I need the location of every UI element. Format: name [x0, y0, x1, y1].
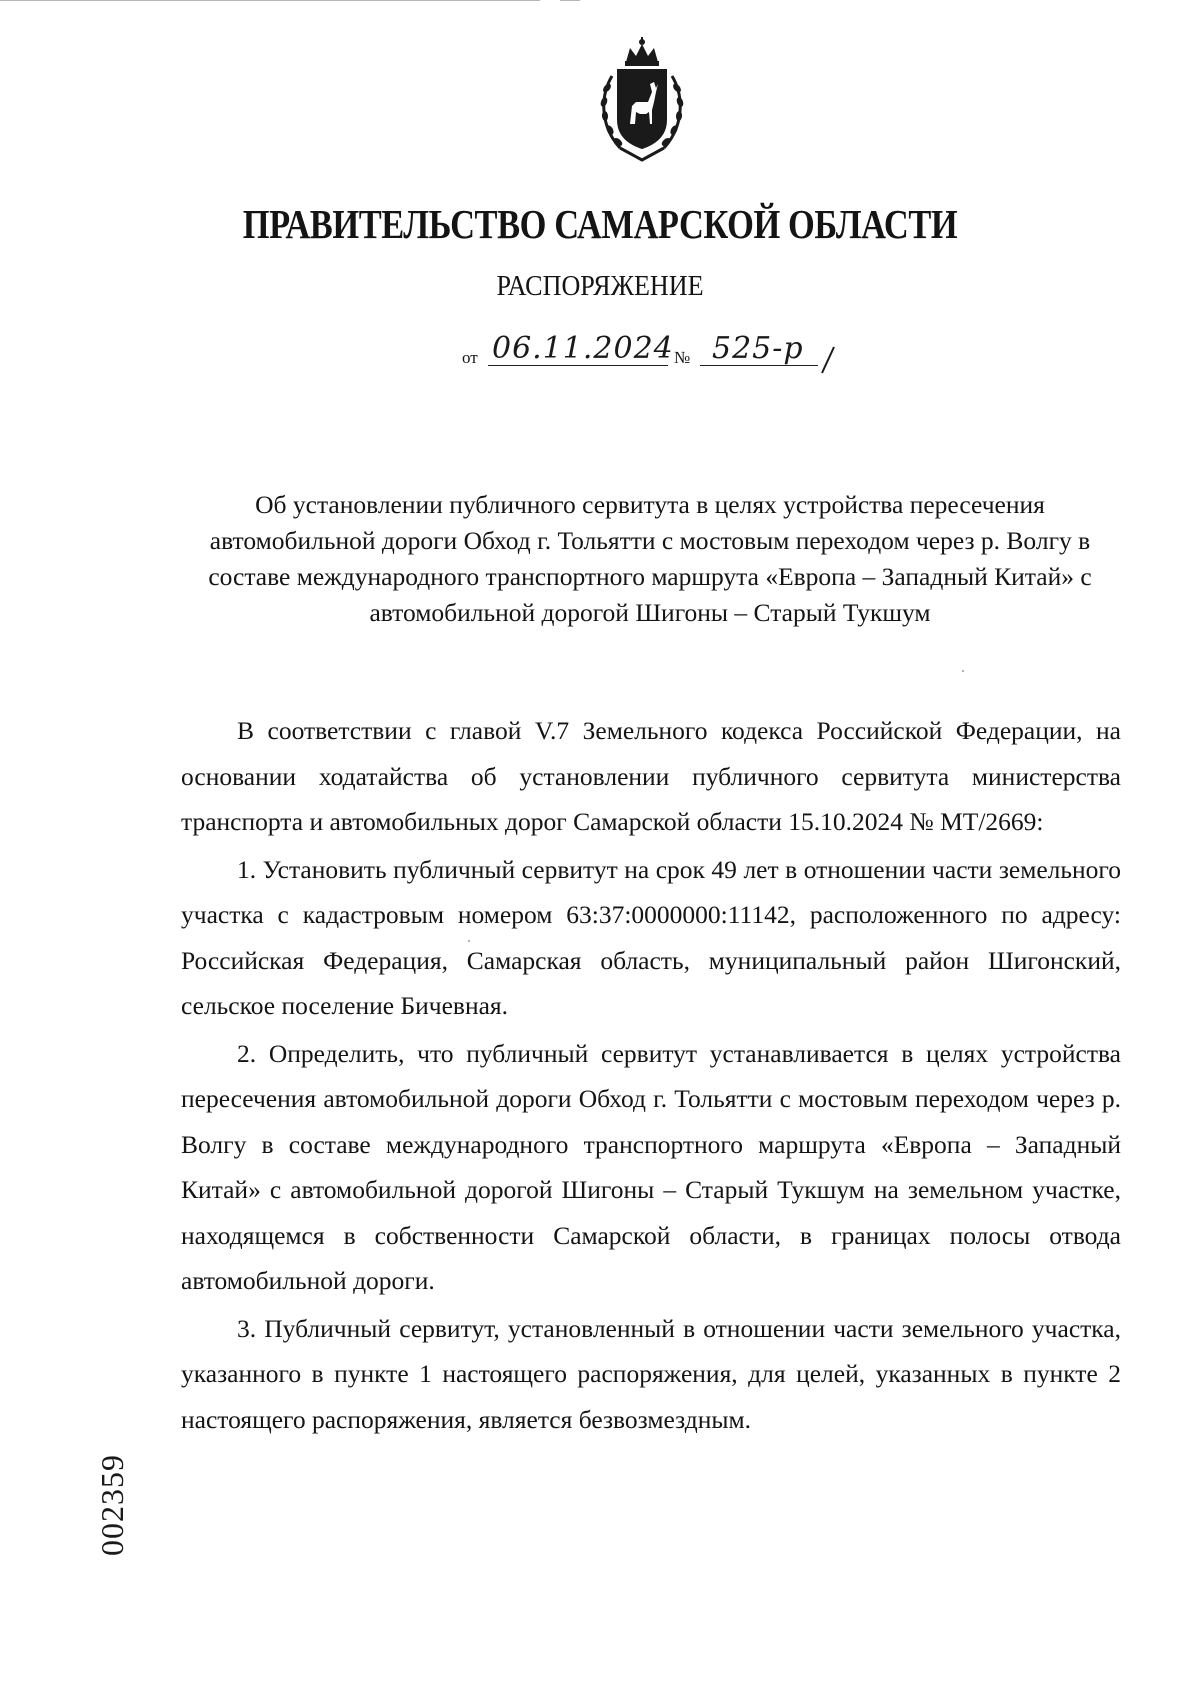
- item-paragraph-1: 1. Установить публичный сервитут на срок 49 лет в отношении части земельного участка с кадастровым номером 63:37:0000000:11142, расположенного по адресу: Российская Федерация, Самарская область, муниципальный район Шигонский, сельское поселение Бичевная.: [181, 854, 1121, 1020]
- margin-serial-number: 002359: [94, 1454, 130, 1556]
- preamble-paragraph: В соответствии с главой V.7 Земельного кодекса Российской Федерации, на основании ходатайства об установлении публичного сервитута министерства транспорта и автомобильных дорог Самарской области 15.10.2024 № МТ/2669:: [181, 716, 1121, 836]
- scan-speck: [468, 940, 470, 942]
- number-handwritten-value: 525-р: [712, 331, 804, 366]
- scan-speck: [962, 670, 964, 672]
- crown-icon: [625, 37, 659, 66]
- date-handwritten-value: 06.11.2024: [492, 331, 674, 366]
- scan-top-edge-line: [0, 0, 540, 1]
- scan-top-edge-mark: [560, 0, 580, 1]
- coat-of-arms-emblem: [590, 36, 694, 166]
- document-date-number: [462, 328, 922, 376]
- date-label: от: [462, 348, 478, 367]
- item-paragraph-3: 3. Публичный сервитут, установленный в отношении части земельного участка, указанного в пункте 1 настоящего распоряжения, для целей, указанных в пункте 2 настоящего распоряжения, является безвозмездным.: [181, 1313, 1121, 1434]
- document-title: Об установлении публичного сервитута в целях устройства пересечения автомобильной дороги Обход г. Тольятти с мостовым переходом через р. Волгу в составе международного транспортного маршрута «Европа – Западный Китай» с автомобильной дорогой Шигоны – Старый Тукшум: [208, 490, 1092, 627]
- number-label: №: [674, 348, 691, 367]
- handwritten-stroke-icon: [818, 345, 846, 375]
- item-paragraph-2: 2. Определить, что публичный сервитут устанавливается в целях устройства пересечения автомобильной дороги Обход г. Тольятти с мостовым переходом через р. Волгу в составе международного транспортного маршрута «Европа – Западный Китай» с автомобильной дорогой Шигоны – Старый Тукшум на земельном участке, находящемся в собственности Самарской области, в границах полосы отвода автомобильной дороги.: [181, 1038, 1121, 1295]
- issuing-authority: ПРАВИТЕЛЬСТВО САМАРСКОЙ ОБЛАСТИ: [242, 201, 958, 247]
- document-body: [181, 708, 1121, 1442]
- document-type: РАСПОРЯЖЕНИЕ: [496, 270, 704, 302]
